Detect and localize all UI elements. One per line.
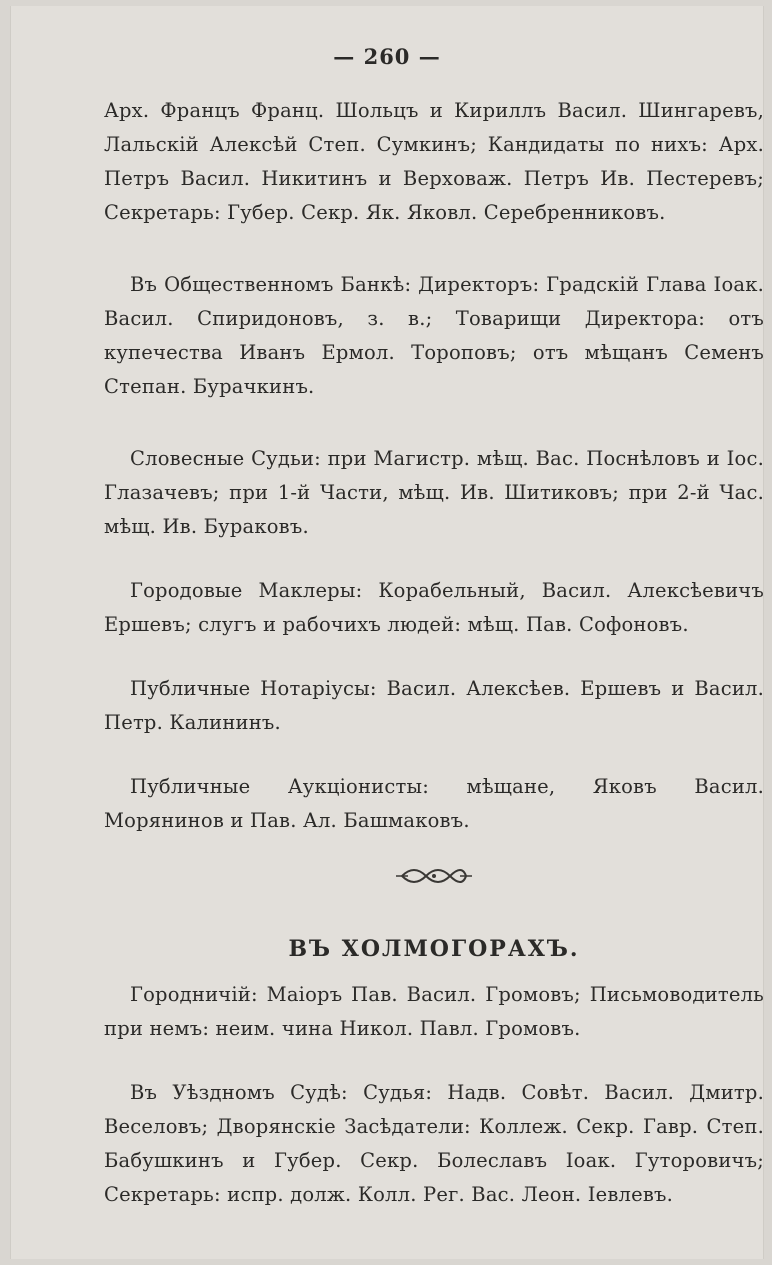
- ornament-divider-icon: [394, 862, 474, 890]
- paragraph-brokers: Городовые Маклеры: Корабельный, Васил. Алексѣевичъ Ершевъ; слугъ и рабочихъ людей: мѣщ. Пав. Софоновъ.: [104, 579, 764, 636]
- page-content: [104, 94, 764, 1212]
- section-heading: ВЪ ХОЛМОГОРАХЪ.: [288, 936, 580, 962]
- page-number: — 260 —: [333, 44, 441, 69]
- paragraph-notaries: Публичные Нотаріусы: Васил. Алексѣев. Ершевъ и Васил. Петр. Калининъ.: [104, 677, 764, 734]
- book-page: [10, 6, 764, 1259]
- paragraph-public-bank: Въ Общественномъ Банкѣ: Директоръ: Градскій Глава Іоак. Васил. Спиридоновъ, з. в.; Товарищи Директора: отъ купечества Иванъ Ермол. Тороповъ; отъ мѣщанъ Семенъ Степан. Бурачкинъ.: [104, 273, 764, 398]
- paragraph-gorodnichiy: Городничій: Маіоръ Пав. Васил. Громовъ; Письмоводитель при немъ: неим. чина Никол. Павл. Громовъ.: [104, 983, 764, 1040]
- paragraph-auctioneers: Публичные Аукціонисты: мѣщане, Яковъ Васил. Морянинов и Пав. Ал. Башмаковъ.: [104, 775, 764, 832]
- paragraph-verbal-judges: Словесные Судьи: при Магистр. мѣщ. Вас. Поснѣловъ и Іос. Глазачевъ; при 1-й Части, мѣщ. Ив. Шитиковъ; при 2-й Час. мѣщ. Ив. Бураковъ.: [104, 447, 764, 538]
- paragraph-district-court: Въ Уѣздномъ Судѣ: Судья: Надв. Совѣт. Васил. Дмитр. Веселовъ; Дворянскіе Засѣдатели: Коллеж. Секр. Гавр. Степ. Бабушкинъ и Губер. Секр. Болеславъ Іоак. Гуторовичъ; Секретарь: испр. долж. Колл. Рег. Вас. Леон. Іевлевъ.: [104, 1081, 764, 1206]
- paragraph-council: Арх. Францъ Франц. Шольцъ и Кириллъ Васил. Шингаревъ, Лальскій Алексѣй Степ. Сумкинъ; Кандидаты по нихъ: Арх. Петръ Васил. Никитинъ и Верховаж. Петръ Ив. Пестеревъ; Секретарь: Губер. Секр. Як. Яковл. Серебренниковъ.: [104, 99, 764, 224]
